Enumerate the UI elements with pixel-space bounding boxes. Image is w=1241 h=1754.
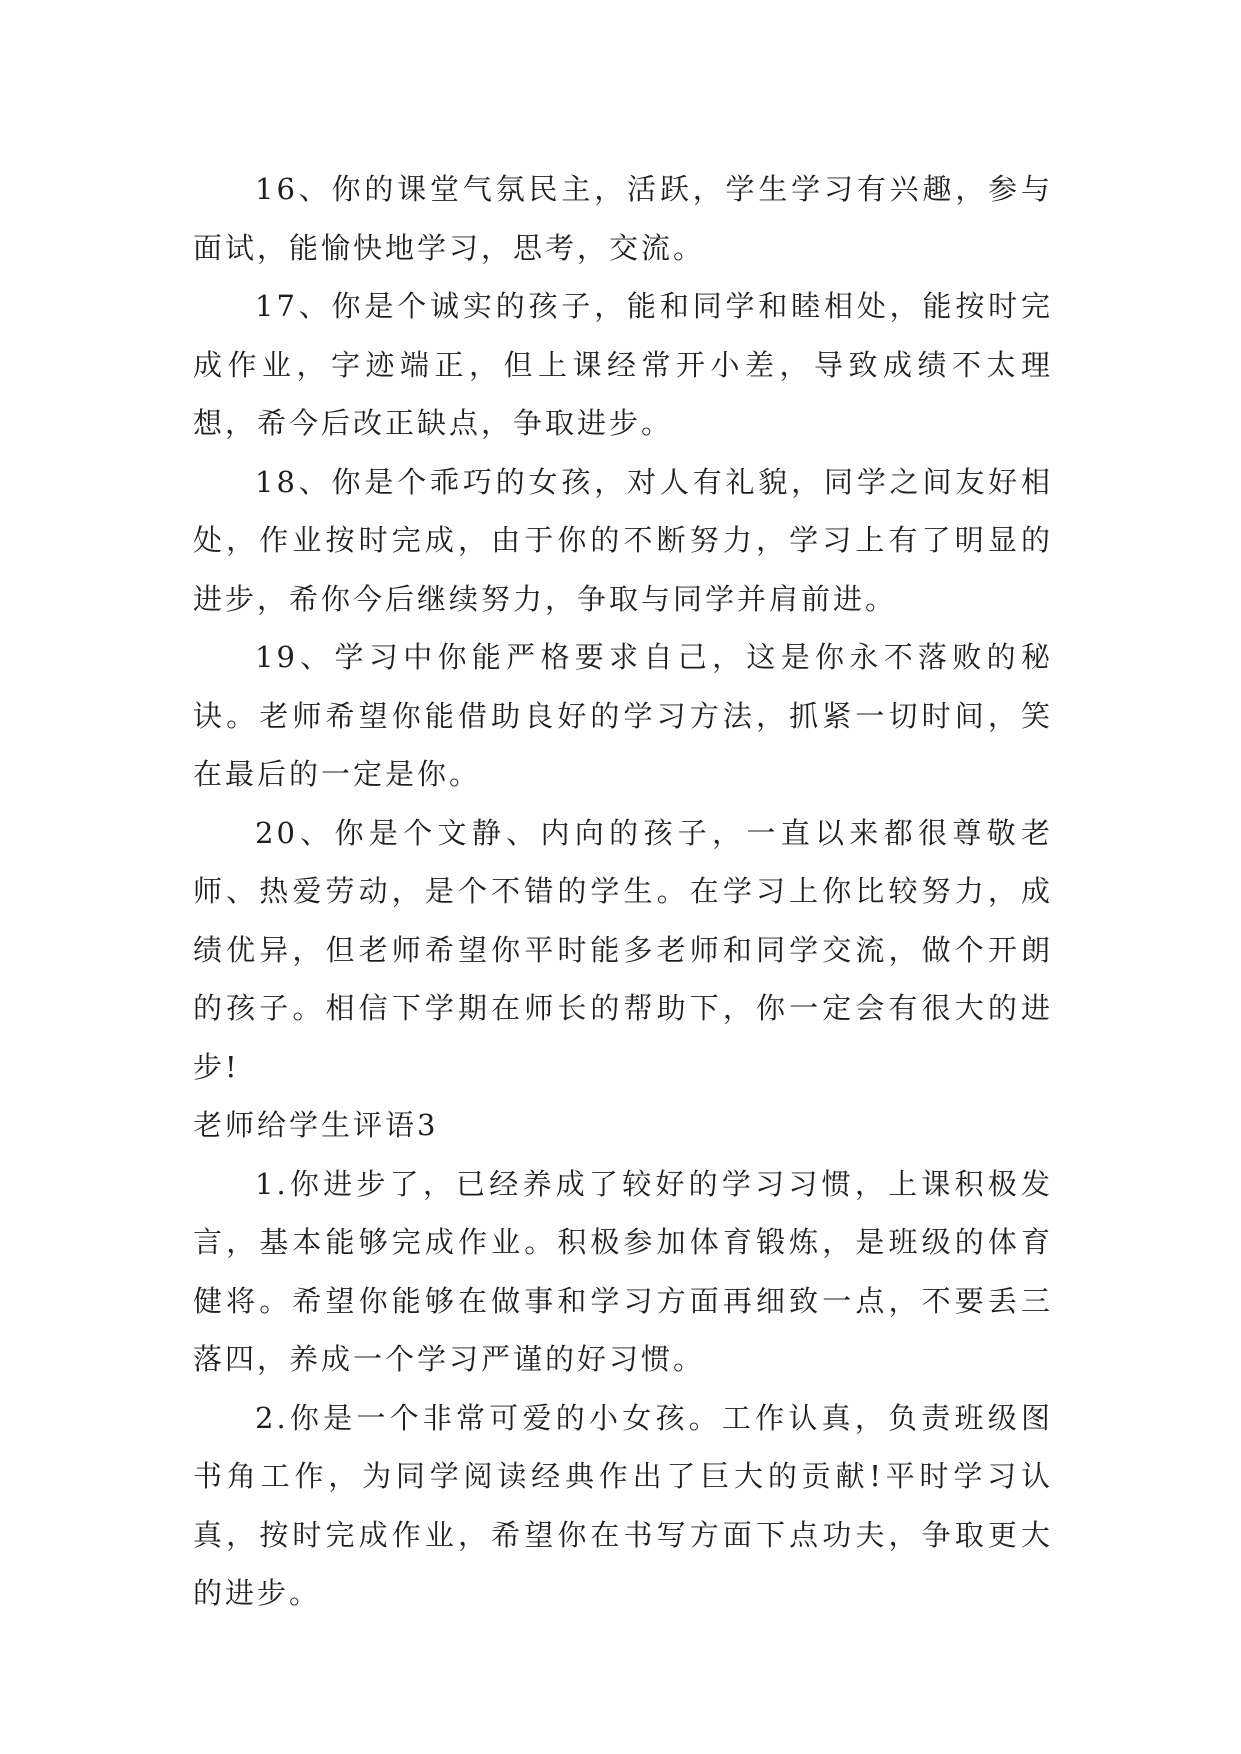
section-comment-1: 1.你进步了，已经养成了较好的学习习惯，上课积极发言，基本能够完成作业。积极参加体育锻炼，是班级的体育健将。希望你能够在做事和学习方面再细致一点，不要丢三落四，养成一个学习严谨的好习惯。	[193, 1166, 1053, 1376]
section-heading: 老师给学生评语3	[193, 1108, 439, 1142]
comment-paragraph-20: 20、你是个文静、内向的孩子，一直以来都很尊敬老师、热爱劳动，是个不错的学生。在学习上你比较努力，成绩优异，但老师希望你平时能多老师和同学交流，做个开朗的孩子。相信下学期在师长的帮助下，你一定会有很大的进步!	[193, 815, 1053, 1084]
document-body	[193, 160, 1053, 1623]
comment-paragraph-16: 16、你的课堂气氛民主，活跃，学生学习有兴趣，参与面试，能愉快地学习，思考，交流。	[193, 172, 1053, 265]
comment-paragraph-18: 18、你是个乖巧的女孩，对人有礼貌，同学之间友好相处，作业按时完成，由于你的不断努力，学习上有了明显的进步，希你今后继续努力，争取与同学并肩前进。	[193, 464, 1053, 616]
section-comment-2: 2.你是一个非常可爱的小女孩。工作认真，负责班级图书角工作，为同学阅读经典作出了巨大的贡献!平时学习认真，按时完成作业，希望你在书写方面下点功夫，争取更大的进步。	[193, 1400, 1053, 1610]
comment-paragraph-19: 19、学习中你能严格要求自己，这是你永不落败的秘诀。老师希望你能借助良好的学习方法，抓紧一切时间，笑在最后的一定是你。	[193, 640, 1053, 791]
comment-paragraph-17: 17、你是个诚实的孩子，能和同学和睦相处，能按时完成作业，字迹端正，但上课经常开小差，导致成绩不太理想，希今后改正缺点，争取进步。	[193, 289, 1053, 440]
